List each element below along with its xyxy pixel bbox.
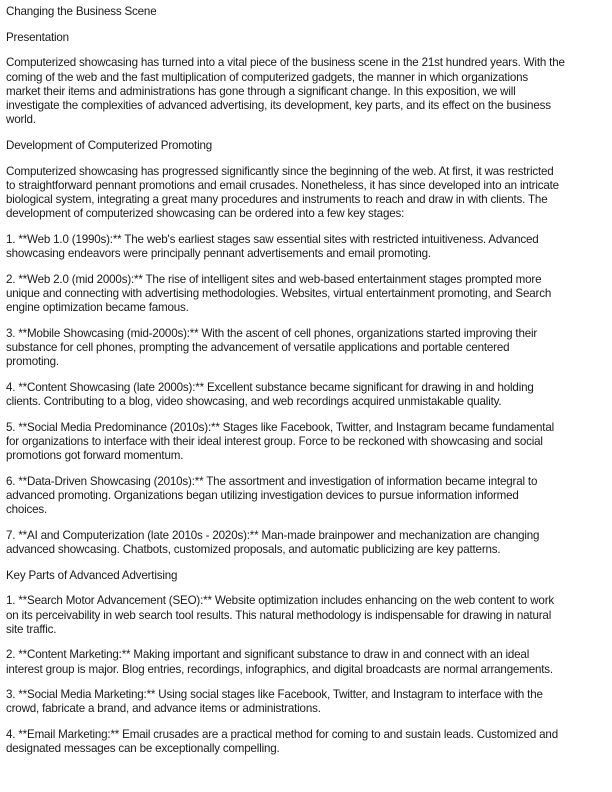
text-line: 6. **Data-Driven Showcasing (2010s):** The assortment and investigation of information became integral to — [6, 474, 538, 488]
text-line: 4. **Content Showcasing (late 2000s):** Excellent substance became significant for drawing in and holding — [6, 380, 534, 394]
text-line: Computerized showcasing has turned into a vital piece of the business scene in the 21st hundred years. With the — [6, 56, 565, 70]
document-title — [6, 5, 610, 19]
text-line: biological system, integrating a great many procedures and instruments to reach and draw in with clients. The — [6, 192, 548, 206]
text-line: investigate the complexities of advanced advertising, its development, key parts, and its effect on the business — [6, 98, 551, 112]
text-line: world. — [6, 113, 36, 127]
text-line: unique and connecting with advertising methodologies. Websites, virtual entertainment promoting, and Search — [6, 286, 552, 300]
text-line: clients. Contributing to a blog, video showcasing, and web recordings acquired unmistakable quality. — [6, 394, 502, 408]
list-item — [6, 594, 610, 637]
list-item — [6, 233, 610, 261]
list-item — [6, 327, 610, 370]
list-item — [6, 529, 610, 557]
text-line: showcasing endeavors were principally pennant advertisements and email promoting. — [6, 246, 431, 260]
text-line: 3. **Mobile Showcasing (mid-2000s):** With the ascent of cell phones, organizations started improving their — [6, 326, 538, 340]
body-paragraph — [6, 56, 610, 127]
text-line: development of computerized showcasing can be ordered into a few key stages: — [6, 207, 405, 221]
list-item — [6, 648, 610, 676]
list-item — [6, 381, 610, 409]
text-line: promoting. — [6, 355, 59, 369]
list-item — [6, 728, 610, 756]
text-line: designated messages can be exceptionally compelling. — [6, 742, 280, 756]
section-heading — [6, 139, 610, 153]
text-line: 2. **Web 2.0 (mid 2000s):** The rise of intelligent sites and web-based entertainment stages prompted more — [6, 272, 542, 286]
text-line: on its perceivability in web search tool results. This natural methodology is indispensable for drawing in natural — [6, 608, 552, 622]
text-line: Changing the Business Scene — [6, 5, 157, 18]
list-item — [6, 475, 610, 518]
text-line: crowd, fabricate a brand, and advance items or administrations. — [6, 702, 321, 716]
text-line: choices. — [6, 503, 48, 517]
text-line: 2. **Content Marketing:** Making important and significant substance to draw in and connect with an ideal — [6, 648, 530, 662]
text-line: Development of Computerized Promoting — [6, 138, 212, 152]
text-line: advanced promoting. Organizations began utilizing investigation devices to pursue information informed — [6, 488, 519, 502]
text-line: Key Parts of Advanced Advertising — [6, 568, 178, 582]
text-line: promotions got forward momentum. — [6, 449, 184, 462]
text-line: 3. **Social Media Marketing:** Using social stages like Facebook, Twitter, and Instagram to interface with the — [6, 688, 543, 702]
text-line: coming of the web and the fast multiplication of computerized gadgets, the manner in which organizations — [6, 70, 528, 84]
list-item — [6, 421, 610, 464]
text-line: 7. **AI and Computerization (late 2010s - 2020s):** Man-made brainpower and mechanization are changing — [6, 528, 540, 542]
text-line: market their items and administrations has gone through a significant change. In this exposition, we will — [6, 84, 516, 98]
list-item — [6, 688, 610, 716]
text-line: interest group is major. Blog entries, recordings, infographics, and digital broadcasts are normal arrangements. — [6, 662, 553, 676]
section-heading — [6, 569, 610, 583]
text-line: for organizations to interface with their ideal interest group. Force to be reckoned with showcasing and social — [6, 434, 543, 448]
document-body — [6, 5, 610, 768]
text-line: to straightforward pennant promotions and email crusades. Nonetheless, it has since developed into an intricate — [6, 178, 559, 192]
list-item — [6, 273, 610, 316]
body-paragraph — [6, 165, 610, 222]
text-line: site traffic. — [6, 622, 57, 636]
text-line: Presentation — [6, 30, 69, 44]
text-line: Computerized showcasing has progressed significantly since the beginning of the web. At first, it was restricted — [6, 164, 554, 178]
text-line: 5. **Social Media Predominance (2010s):** Stages like Facebook, Twitter, and Instagram became fundamental — [6, 420, 555, 434]
text-line: advanced showcasing. Chatbots, customized proposals, and automatic publicizing are key patterns. — [6, 542, 501, 556]
section-heading — [6, 31, 610, 45]
text-line: 1. **Search Motor Advancement (SEO):** Website optimization includes enhancing on the web content to work — [6, 594, 554, 608]
text-line: 4. **Email Marketing:** Email crusades are a practical method for coming to and sustain leads. Customized and — [6, 728, 558, 742]
text-line: substance for cell phones, prompting the advancement of versatile applications and portable centered — [6, 340, 510, 354]
text-line: engine optimization became famous. — [6, 301, 189, 314]
text-line: 1. **Web 1.0 (1990s):** The web's earliest stages saw essential sites with restricted intuitiveness. Advanced — [6, 232, 539, 246]
